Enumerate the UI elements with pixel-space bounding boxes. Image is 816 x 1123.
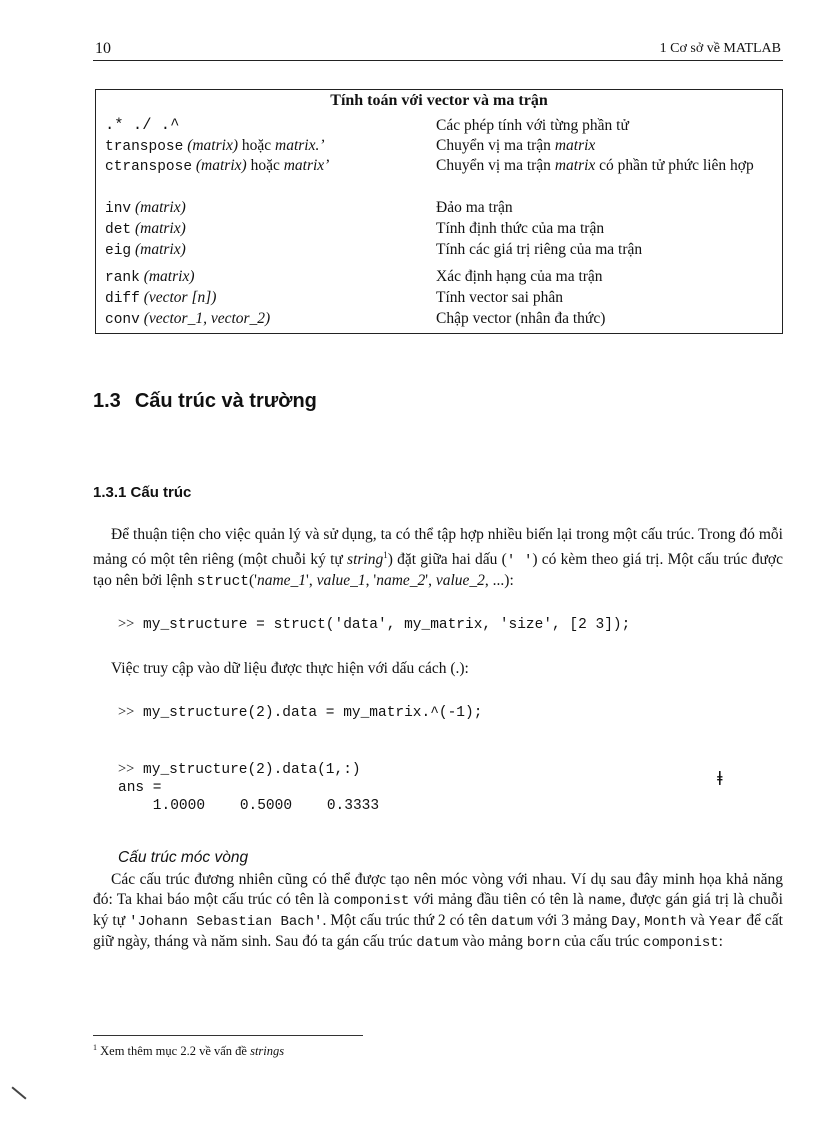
op-arg: (matrix) xyxy=(131,199,186,216)
op-tail: matrix’ xyxy=(283,157,330,174)
table-op: .* ./ .^ xyxy=(105,116,180,134)
op-code: ctranspose xyxy=(105,159,193,175)
running-title: 1 Cơ sở về MATLAB xyxy=(659,41,781,56)
desc-italic: matrix xyxy=(554,137,596,154)
table-op xyxy=(105,198,430,219)
op-code: conv xyxy=(105,312,140,328)
op-code: det xyxy=(105,222,132,238)
footnote: $^1$ Xem thêm mục 2.2 về vấn đề strings xyxy=(93,1043,285,1059)
table-desc xyxy=(436,136,778,155)
table-op xyxy=(105,136,430,157)
op-code: transpose xyxy=(105,139,184,155)
subsection-number: 1.3.1 xyxy=(93,484,127,501)
op-arg: (matrix) xyxy=(131,220,186,237)
table-op xyxy=(105,156,430,177)
paragraph-access: Việc truy cập vào dữ liệu được thực hiện với dấu cách (.): xyxy=(111,660,469,677)
op-arg: (matrix) xyxy=(183,137,238,154)
op-arg: (vector_1, vector_2) xyxy=(139,310,271,327)
section-heading xyxy=(93,390,317,413)
table-desc: Chập vector (nhân đa thức) xyxy=(436,310,606,327)
table-desc: Xác định hạng của ma trận xyxy=(436,268,603,285)
code-block-struct: >> my_structure = struct('data', my_matrix, 'size', [2 3]); xyxy=(118,616,631,633)
code-block-output: >> my_structure(2).data(1,:) ans = 1.0000 0.5000 0.3333 xyxy=(118,761,380,814)
stray-mark: ǂ xyxy=(717,768,723,790)
table-op xyxy=(105,219,430,240)
table-desc: Tính vector sai phân xyxy=(436,289,563,306)
op-code: inv xyxy=(105,201,132,217)
subsection-title: Cấu trúc xyxy=(130,484,192,501)
italic-subheading: Cấu trúc móc vòng xyxy=(118,849,249,866)
desc-italic: matrix xyxy=(554,157,596,174)
op-arg: (matrix) xyxy=(139,268,195,285)
code-block-assign: >> my_structure(2).data = my_matrix.^(-1); xyxy=(118,704,483,721)
paragraph-nested: Các cấu trúc đương nhiên cũng có thể được tạo nên móc vòng với nhau. Ví dụ sau đây minh họa khả năng đó: Ta khai báo một cấu trúc có tên là componist với mảng đầu tiên có tên là name, được gán giá trị là chuỗi ký tự 'Johann Sebastian Bach'. Một cấu trúc thứ 2 có tên datum với 3 mảng Day, Month và Year để cất giữ ngày, tháng và năm sinh. Sau đó ta gán cấu trúc datum vào mảng born của cấu trúc componist: xyxy=(93,871,783,951)
section-title: Cấu trúc và trường xyxy=(134,390,317,412)
page-header xyxy=(93,38,783,61)
op-code: eig xyxy=(105,243,132,259)
desc-tail: có phần tử phức liên hợp xyxy=(595,157,754,174)
table-desc xyxy=(436,156,778,175)
op-arg: (matrix) xyxy=(192,157,247,174)
op-mid: hoặc xyxy=(238,137,276,154)
section-number: 1.3 xyxy=(93,390,121,412)
op-arg: (matrix) xyxy=(131,241,186,258)
table-op xyxy=(105,267,430,288)
op-arg: (vector [n]) xyxy=(139,289,217,306)
footnote-rule xyxy=(93,1035,363,1036)
op-mid: hoặc xyxy=(246,157,284,174)
table-desc: Đảo ma trận xyxy=(436,199,513,216)
table-op xyxy=(105,240,430,261)
paragraph-intro: Để thuận tiện cho việc quản lý và sử dụng, ta có thể tập hợp nhiều biến lại trong một cấu trúc. Trong đó mỗi mảng có một tên riêng (một chuỗi ký tự string$^1$) đặt giữa hai dấu (' ') có kèm theo giá trị. Một cấu trúc được tạo nên bởi lệnh struct('name_1', value_1, 'name_2', value_2, ...): xyxy=(93,526,783,591)
table-op xyxy=(105,288,430,309)
desc-text: Chuyển vị ma trận xyxy=(436,157,555,174)
table-caption: Tính toán với vector và ma trận xyxy=(330,92,548,109)
scan-mark xyxy=(11,1086,26,1099)
op-code: rank xyxy=(105,270,140,286)
op-code: diff xyxy=(105,291,140,307)
table-op xyxy=(105,309,430,330)
op-tail: matrix.’ xyxy=(275,137,325,154)
table-desc: Tính các giá trị riêng của ma trận xyxy=(436,241,643,258)
operations-table xyxy=(95,89,783,334)
desc-text: Chuyển vị ma trận xyxy=(436,137,555,154)
subsection-heading xyxy=(93,484,191,501)
table-desc: Các phép tính với từng phần tử xyxy=(436,117,629,134)
table-desc: Tính định thức của ma trận xyxy=(436,220,605,237)
page-number: 10 xyxy=(95,40,111,57)
